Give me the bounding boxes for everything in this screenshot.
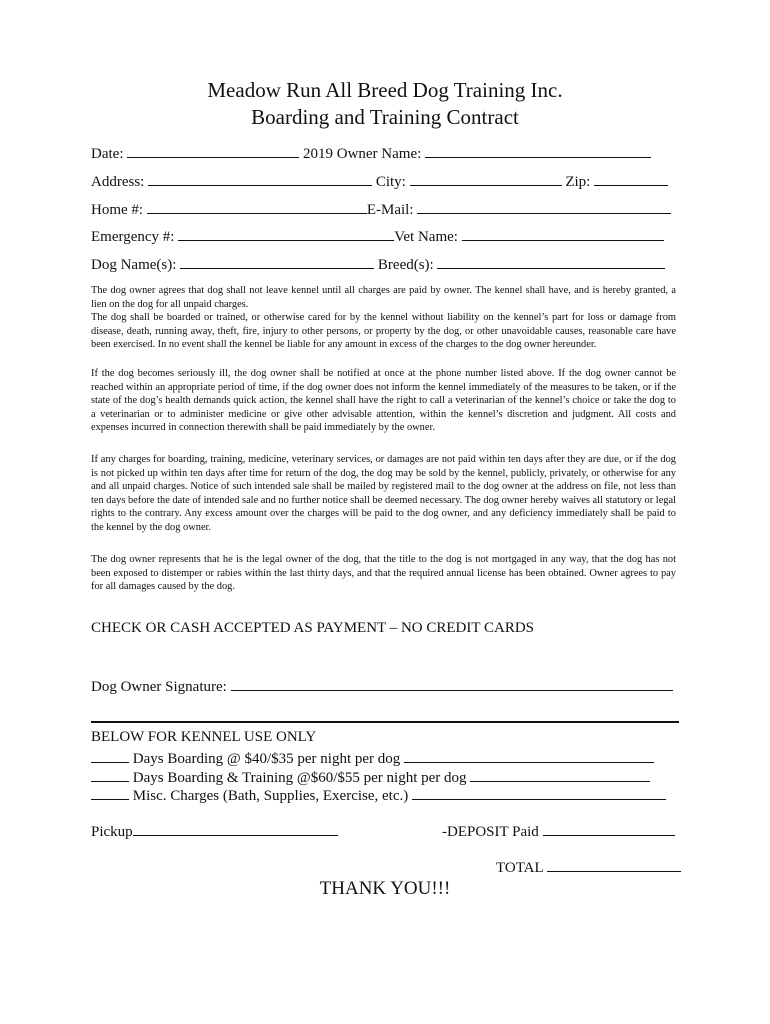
signature-row [91,676,673,696]
payment-note: CHECK OR CASH ACCEPTED AS PAYMENT – NO CREDIT CARDS [91,620,535,636]
boarding-amount-field[interactable] [404,748,654,763]
pickup-field[interactable] [133,821,338,836]
misc-qty-field[interactable] [91,785,129,800]
date-row [91,143,651,163]
address-label: Address: [91,174,145,190]
vet-name-label: Vet Name: [394,229,458,245]
boarding-label: Days Boarding @ $40/$35 per night per dog [132,751,401,767]
city-label: City: [375,174,406,190]
home-phone-field[interactable] [147,199,367,214]
emergency-label: Emergency #: [91,229,175,245]
training-label: Days Boarding & Training @$60/$55 per night per dog [132,770,467,786]
title-line-2: Boarding and Training Contract [251,105,519,129]
dog-name-label: Dog Name(s): [91,257,177,273]
boarding-days-field[interactable] [91,748,129,763]
thank-you: THANK YOU!!! [319,878,451,899]
dog-row [91,254,665,274]
date-label: Date: [91,146,124,162]
total-row [496,857,681,877]
emergency-row [91,226,664,246]
section-divider [91,721,679,723]
misc-label: Misc. Charges (Bath, Supplies, Exercise, etc.) [132,788,409,804]
pickup-row [91,821,338,841]
deposit-field[interactable] [543,821,675,836]
deposit-label: -DEPOSIT Paid [442,824,539,840]
total-label: TOTAL [496,860,544,876]
owner-name-label: 2019 Owner Name: [302,146,422,162]
city-field[interactable] [410,171,562,186]
boarding-row [91,748,654,768]
training-amount-field[interactable] [470,767,650,782]
misc-amount-field[interactable] [412,785,666,800]
home-phone-label: Home #: [91,202,144,218]
signature-label: Dog Owner Signature: [91,679,227,695]
terms-paragraph-3: If the dog becomes seriously ill, the dog owner shall be notified at once at the phone number listed above. If the dog owner cannot be reached within an appropriate period of time, if the dog owner does not inform the kennel immediately of the measures to be taken, or if the state of the dog’s health demands quick action, the kennel shall have the right to call a veterinarian of the kennel’s choice or take the dog to a veterinarian or to administer medicine or give other advisable attention, within the kennel’s discretion and judgment. All costs and expenses incurred in connection therewith shall be paid immediately by the owner. [91,368,676,433]
contact-row [91,199,671,219]
owner-name-field[interactable] [425,143,651,158]
email-field[interactable] [417,199,671,214]
email-label: E-Mail: [366,202,414,218]
breed-field[interactable] [437,254,665,269]
pickup-label: Pickup [91,824,133,840]
training-row [91,767,650,787]
deposit-row [442,821,675,841]
title-line-1: Meadow Run All Breed Dog Training Inc. [207,78,563,102]
emergency-field[interactable] [178,226,394,241]
terms-paragraph-2: The dog shall be boarded or trained, or otherwise cared for by the kennel without liability on the kennel’s part for loss or damage from disease, death, running away, theft, fire, injury to other persons, or property by the dog, or other unavoidable causes, reasonable care have been exercised. In no event shall the kennel be liable for any amount in excess of the charges to the dog owner hereunder. [91,312,676,350]
zip-label: Zip: [565,174,591,190]
terms-paragraph-1: The dog owner agrees that dog shall not leave kennel until all charges are paid by owner. The kennel shall have, and is hereby granted, a lien on the dog for all unpaid charges. [91,285,676,310]
training-days-field[interactable] [91,767,129,782]
total-field[interactable] [547,857,681,872]
breed-label: Breed(s): [377,257,434,273]
vet-name-field[interactable] [462,226,664,241]
kennel-heading: BELOW FOR KENNEL USE ONLY [91,729,317,745]
terms-paragraph-4: If any charges for boarding, training, medicine, veterinary services, or damages are not paid within ten days after they are due, or if the dog is not picked up within ten days after time for return of the dog, the dog may be sold by the kennel, publicly, privately, or otherwise for any and all unpaid charges. Notice of such intended sale shall be mailed by registered mail to the dog owner at the address on file, not less than ten days before the date of intended sale and no further notice shall be deemed necessary. The dog owner hereby waives all statutory or legal rights to the contrary. Any excess amount over the charges will be paid to the dog owner, and any deficiency immediately shall be paid to the kennel by the dog owner. [91,454,676,533]
date-field[interactable] [127,143,299,158]
terms-paragraph-5: The dog owner represents that he is the legal owner of the dog, that the title to the dog is not mortgaged in any way, that the dog has not been exposed to distemper or rabies within the last thirty days, and that the required annual license has been obtained. Owner agrees to pay for all damages caused by the dog. [91,554,676,592]
address-field[interactable] [148,171,372,186]
dog-name-field[interactable] [180,254,374,269]
address-row [91,171,668,191]
zip-field[interactable] [594,171,668,186]
signature-field[interactable] [231,676,673,691]
misc-row [91,785,666,805]
